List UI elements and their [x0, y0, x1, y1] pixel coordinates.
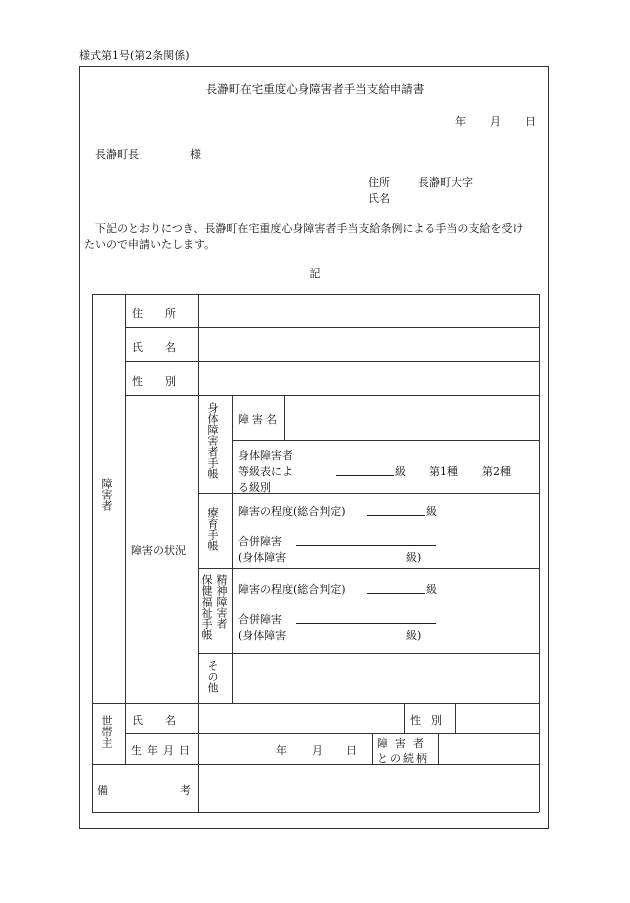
- householder-name-label: 氏名: [132, 714, 198, 727]
- ryoiku-combined-label: 合併障害: [238, 535, 282, 548]
- sex-label: 性別: [132, 375, 198, 388]
- ryoiku-combined-kyu: 級): [406, 551, 422, 564]
- ryoiku-combined-underline: [296, 545, 436, 546]
- seishin-combined-body: (身体障害: [238, 629, 287, 642]
- seishin-degree-underline: [367, 593, 425, 594]
- seishin-degree-kyu: 級: [426, 583, 437, 596]
- seishin-degree-label: 障害の程度(総合判定): [238, 583, 346, 596]
- seishin-combined-underline: [296, 623, 436, 624]
- disability-name-label: 障害名: [238, 413, 280, 426]
- grade-kyu: 級: [395, 465, 406, 478]
- ryoiku-degree-label: 障害の程度(総合判定): [238, 505, 346, 518]
- householder-birth-label: 生年月日: [131, 744, 195, 757]
- addressee-honorific: 様: [190, 148, 201, 161]
- birth-day: 日: [346, 744, 357, 757]
- other-label: その他: [206, 660, 219, 693]
- body-text-line1: 下記のとおりにつき、長瀞町在宅重度心身障害者手当支給条例による手当の支給を受け: [95, 222, 524, 235]
- ryoiku-degree-kyu: 級: [426, 505, 437, 518]
- grade-line3: る級別: [238, 481, 271, 494]
- seishin-combined-label: 合併障害: [238, 613, 282, 626]
- ryoiku-combined-body: (身体障害: [238, 551, 287, 564]
- relation-line2: との続柄: [377, 752, 429, 765]
- addressee-name: 長瀞町長: [95, 148, 139, 161]
- shintai-techo-label: 身体障害者手帳: [206, 402, 219, 479]
- householder-sex-label: 性別: [410, 714, 452, 727]
- date-year: 年: [455, 115, 466, 128]
- section-disabled-label: 障害者: [100, 478, 113, 511]
- birth-year: 年: [276, 744, 287, 757]
- applicant-address-label: 住所: [368, 176, 390, 189]
- relation-line1: 障害者: [377, 737, 431, 750]
- seishin-label-col2: 精神障害者: [215, 574, 228, 629]
- date-day: 日: [525, 115, 536, 128]
- ryoiku-degree-underline: [367, 515, 425, 516]
- date-month: 月: [490, 115, 501, 128]
- class1-label: 第1種: [429, 465, 458, 478]
- applicant-address-value: 長瀞町大字: [418, 176, 473, 189]
- form-number: 様式第1号(第2条関係): [79, 49, 190, 62]
- remarks-label: 備考: [97, 784, 263, 797]
- seishin-label-col1: 保健福祉手帳: [200, 574, 213, 640]
- class2-label: 第2種: [482, 465, 511, 478]
- name-label: 氏名: [132, 341, 198, 354]
- grade-line1: 身体障害者: [238, 449, 293, 462]
- condition-label: 障害の状況: [131, 544, 186, 557]
- seishin-combined-kyu: 級): [406, 629, 422, 642]
- body-text-line2: たいので申請いたします。: [84, 238, 216, 251]
- birth-month: 月: [312, 744, 323, 757]
- applicant-name-label: 氏名: [368, 192, 390, 205]
- grade-underline: [336, 475, 394, 476]
- section-householder-label: 世帯主: [100, 715, 113, 748]
- ki-label: 記: [309, 267, 321, 280]
- address-label: 住所: [132, 307, 198, 320]
- ryoiku-techo-label: 療育手帳: [206, 507, 219, 551]
- grade-line2: 等級表によ: [238, 465, 293, 478]
- form-title: 長瀞町在宅重度心身障害者手当支給申請書: [205, 82, 425, 96]
